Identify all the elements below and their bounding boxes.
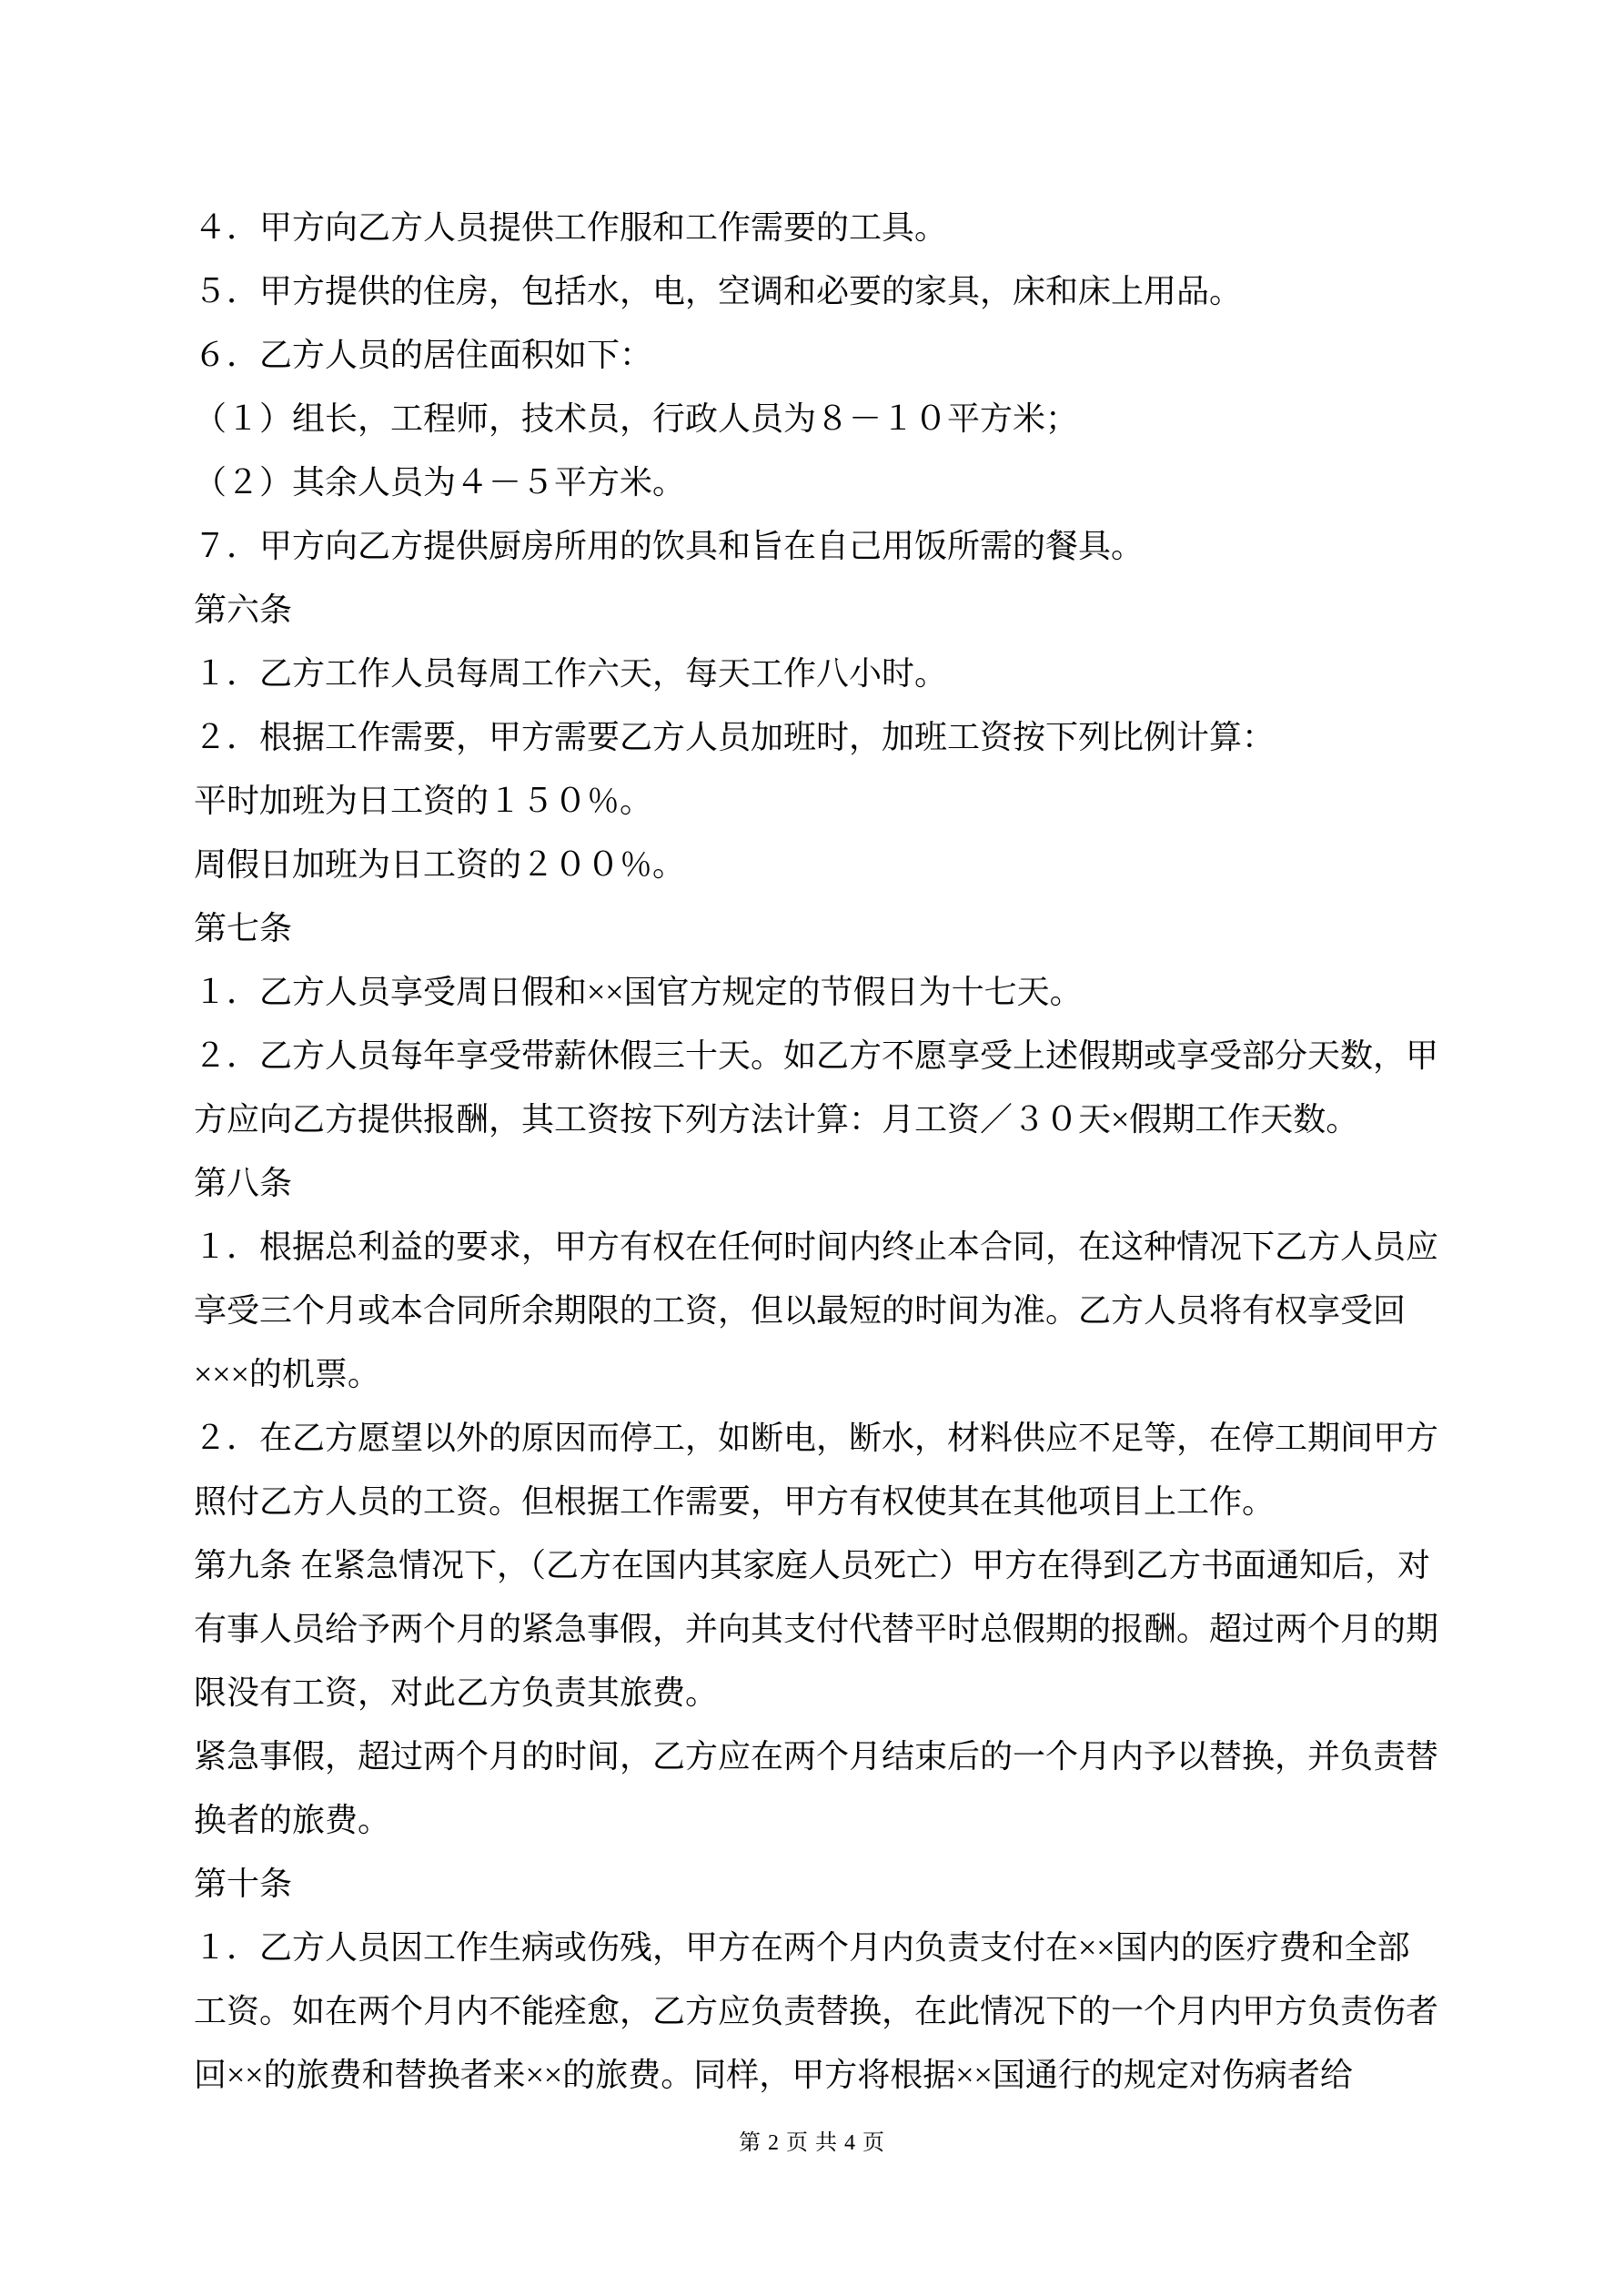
text-line: 第八条 [194, 1165, 293, 1201]
text-line: 紧急事假，超过两个月的时间，乙方应在两个月结束后的一个月内予以替换，并负责替 [194, 1738, 1439, 1775]
text-line: ２．乙方人员每年享受带薪休假三十天。如乙方不愿享受上述假期或享受部分天数，甲 [194, 1037, 1439, 1074]
text-line: １．乙方人员因工作生病或伤残，甲方在两个月内负责支付在××国内的医疗费和全部 [194, 1929, 1410, 1966]
text-line: 工资。如在两个月内不能痊愈，乙方应负责替换，在此情况下的一个月内甲方负责伤者 [194, 1993, 1439, 2029]
text-line: 第十条 [194, 1866, 293, 1902]
text-line: ２．在乙方愿望以外的原因而停工，如断电，断水，材料供应不足等，在停工期间甲方 [194, 1420, 1439, 1456]
text-line: 方应向乙方提供报酬，其工资按下列方法计算：月工资／３０天×假期工作天数。 [194, 1101, 1359, 1138]
text-line: 第六条 [194, 592, 293, 628]
text-line: 周假日加班为日工资的２００％。 [194, 846, 686, 883]
text-line: 照付乙方人员的工资。但根据工作需要，甲方有权使其在其他项目上工作。 [194, 1483, 1276, 1520]
text-line: ２．根据工作需要，甲方需要乙方人员加班时，加班工资按下列比例计算： [194, 719, 1276, 755]
text-line: 第七条 [194, 910, 293, 946]
text-line: 享受三个月或本合同所余期限的工资，但以最短的时间为准。乙方人员将有权享受回 [194, 1292, 1407, 1329]
text-line: 有事人员给予两个月的紧急事假，并向其支付代替平时总假期的报酬。超过两个月的期 [194, 1611, 1439, 1647]
text-line: ×××的机票。 [194, 1356, 380, 1392]
text-line: （１）组长，工程师，技术员，行政人员为８－１０平方米； [194, 400, 1079, 437]
text-line: １．乙方工作人员每周工作六天，每天工作八小时。 [194, 655, 948, 692]
text-line: ５．甲方提供的住房，包括水，电，空调和必要的家具，床和床上用品。 [194, 273, 1243, 309]
text-line: 换者的旅费。 [194, 1802, 391, 1838]
text-line: 第九条 在紧急情况下，（乙方在国内其家庭人员死亡）甲方在得到乙方书面通知后，对 [194, 1547, 1431, 1583]
text-line: ６．乙方人员的居住面积如下： [194, 337, 653, 373]
text-line: 回××的旅费和替换者来××的旅费。同样，甲方将根据××国通行的规定对伤病者给 [194, 2057, 1353, 2093]
text-lines [194, 196, 1439, 2107]
text-line: ４．甲方向乙方人员提供工作服和工作需要的工具。 [194, 209, 948, 246]
text-line: １．乙方人员享受周日假和××国官方规定的节假日为十七天。 [194, 974, 1083, 1010]
text-line: １．根据总利益的要求，甲方有权在任何时间内终止本合同，在这种情况下乙方人员应 [194, 1229, 1439, 1265]
text-line: 平时加班为日工资的１５０％。 [194, 783, 653, 819]
text-line: 限没有工资，对此乙方负责其旅费。 [194, 1674, 719, 1711]
text-line: ７．甲方向乙方提供厨房所用的饮具和旨在自己用饭所需的餐具。 [194, 528, 1145, 564]
page-footer: 第 2 页 共 4 页 [739, 2131, 885, 2155]
text-line: （２）其余人员为４－５平方米。 [194, 464, 686, 501]
